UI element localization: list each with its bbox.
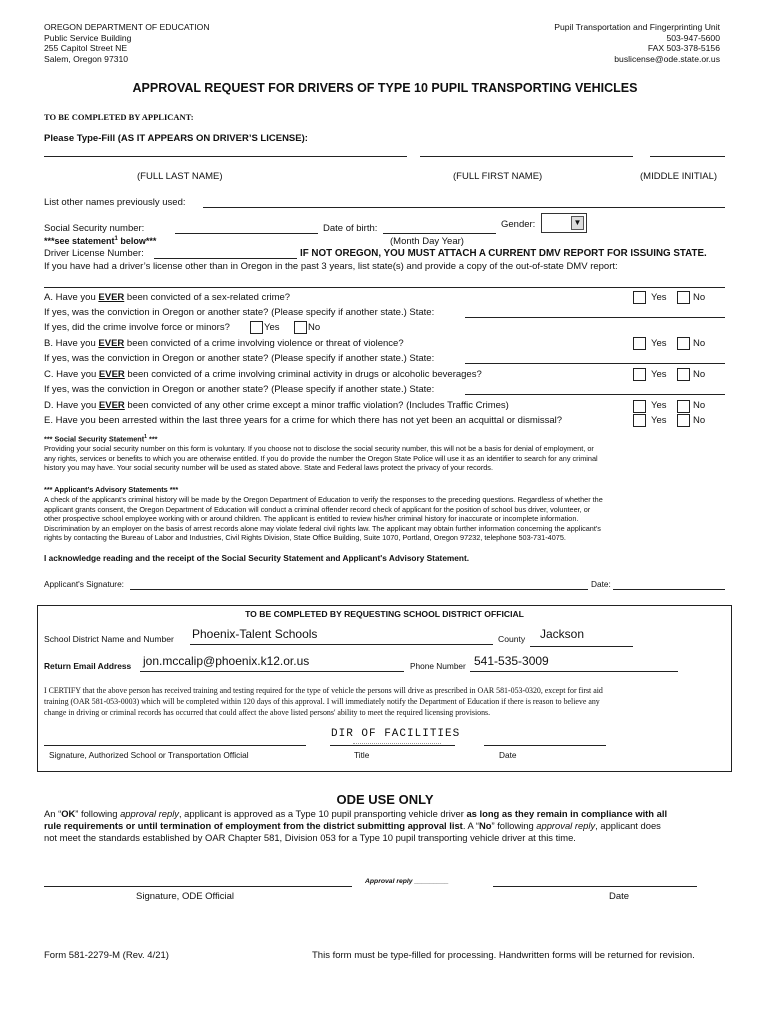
question-b: B. Have you EVER been convicted of a crime involving violence or threat of violence? [44,338,404,349]
return-email-label: Return Email Address [44,661,132,671]
ssn-field[interactable] [175,233,318,234]
advisory-line: other prospective school employee working with or around children. The applicant is entitled to review his/her criminal history for inaccurate or incomplete information. [44,514,579,524]
county-field[interactable] [530,646,633,647]
ssn-statement-note: ***see statement$^1$ below*** [44,236,157,246]
question-a-state-field[interactable] [465,317,725,318]
ssn-statement-line: Providing your social security number on this form is voluntary. If you choose not to disclose the social security number, this will not be a basis for denial of employment, or [44,444,594,453]
unit-email: buslicense@ode.state.or.us [614,53,720,64]
advisory-line: rights by contacting the Bureau of Labor and Industries, Civil Rights Division, State Office Building, Suite 1070, Portland, Oregon 97232, telephone 503-731-4075. [44,533,566,543]
other-state-instruction: If you have had a driver’s license other than in Oregon in the past 3 years, list state(s) and provide a copy of the out-of-state DMV report: [44,261,618,272]
chevron-down-icon: ▼ [571,216,584,230]
county-label: County [498,634,526,644]
question-d-no-checkbox[interactable] [677,400,690,413]
question-c-yes-checkbox[interactable] [633,368,646,381]
question-a-force-text: If yes, did the crime involve force or minors? [44,322,230,333]
question-c-no-checkbox[interactable] [677,368,690,381]
advisory-line: Discrimination by an employer on the basis of arrest records alone may violate federal civil rights law. The applicant may obtain further information concerning the applicant's [44,523,601,533]
question-e-no-checkbox[interactable] [677,414,690,427]
official-signature-label: Signature, Authorized School or Transportation Official [49,750,249,760]
certify-statement [44,685,726,718]
type-fill-instruction: Please Type-Fill (AS IT APPEARS ON DRIVER’S LICENSE): [44,133,308,144]
official-date-label: Date [499,750,517,760]
certify-line: change in driving or criminal records has occurred that could affect the above listed persons' ability to meet the required licensing provisions. [44,708,491,717]
gender-select[interactable] [541,213,587,233]
question-b-no-checkbox[interactable] [677,337,690,350]
official-date-field[interactable] [484,745,606,746]
question-d-yes-checkbox[interactable] [633,400,646,413]
official-title-label: Title [354,750,370,760]
official-title-field[interactable] [330,745,455,746]
other-state-field[interactable] [44,287,725,288]
type-fill-notice: This form must be type-filled for processing. Handwritten forms will be returned for revision. [312,950,695,961]
advisory-body [44,495,734,543]
advisory-heading: *** Applicant’s Advisory Statements *** [44,485,179,494]
phone-field[interactable] [470,671,678,672]
official-signature-field[interactable] [44,745,306,746]
form-title: APPROVAL REQUEST FOR DRIVERS OF TYPE 10 PUPIL TRANSPORTING VEHICLES [132,81,638,95]
dob-label: Date of birth: [323,223,378,234]
question-b-state-text: If yes, was the conviction in Oregon or another state? (Please specify if another state.) State: [44,353,435,364]
other-names-label: List other names previously used: [44,197,186,208]
phone-value[interactable]: 541-535-3009 [474,654,549,668]
middle-initial-field[interactable] [650,156,725,157]
ode-approval-text [44,808,734,844]
ode-approval-line: An “OK” following approval reply, applicant is approved as a Type 10 pupil pransporting vehicle driver as long as they remain in compliance with all [44,808,668,819]
dl-field[interactable] [154,258,297,259]
advisory-line: applicant grants consent, the Oregon Department of Education will conduct a criminal offender record check of applicant for the position of school bus driver, volunteer, or [44,504,591,514]
ssn-statement-heading: *** Social Security Statement$^1$ *** [44,434,158,444]
force-yes-checkbox[interactable] [250,321,263,334]
ode-signature-field[interactable] [44,886,352,887]
dl-out-of-state-note: IF NOT OREGON, YOU MUST ATTACH A CURRENT DMV REPORT FOR ISSUING STATE. [300,248,707,259]
applicant-signature-field[interactable] [130,589,588,590]
ssn-label: Social Security number: [44,223,145,234]
last-name-field[interactable] [44,156,407,157]
question-c-state-field[interactable] [465,394,725,395]
last-name-label: (FULL LAST NAME) [137,171,223,182]
dob-format: (Month Day Year) [390,236,464,247]
advisory-line: A check of the applicant’s criminal history will be made by the Oregon Department of Education to verify the responses to the preceding questions. Regardless of whether the [44,495,603,504]
unit-fax: FAX 503-378-5156 [647,43,720,53]
county-value[interactable]: Jackson [540,627,585,641]
street-address: 255 Capitol Street NE [44,43,128,53]
other-names-field[interactable] [203,207,725,208]
acknowledge-text: I acknowledge reading and the receipt of the Social Security Statement and Applicant's Advisory Statement. [44,553,470,563]
district-name-label: School District Name and Number [44,634,174,644]
question-d: D. Have you EVER been convicted of any other crime except a minor traffic violation? (Includes Traffic Crimes) [44,400,509,411]
force-yes-label: Yes [264,322,280,333]
question-d-yes-label: Yes [651,400,667,411]
ode-date-field[interactable] [493,886,697,887]
question-a-yes-label: Yes [651,292,667,303]
question-a-state-text: If yes, was the conviction in Oregon or another state? (Please specify if another state.) State: [44,307,435,318]
return-email-field[interactable] [140,671,404,672]
certify-line: training (OAR 581-053-0003) which will be completed within 120 days of this approval. I will immediately notify the Department of Education if there is reason to believe any [44,697,600,706]
question-a-no-label: No [693,292,706,303]
first-name-field[interactable] [420,156,633,157]
form-number: Form 581-2279-M (Rev. 4/21) [44,950,169,961]
question-d-no-label: No [693,400,706,411]
gender-label: Gender: [501,219,536,230]
unit-contact [554,22,720,64]
applicant-signature-label: Applicant's Signature: [44,579,124,589]
question-e-yes-checkbox[interactable] [633,414,646,427]
applicant-date-field[interactable] [613,589,725,590]
city-state-zip: Salem, Oregon 97310 [44,53,129,64]
ode-approval-line: not meet the standards established by OAR Chapter 581, Division 053 for a Type 10 pupil transporting vehicle driver at this time. [44,832,576,843]
middle-initial-label: (MIDDLE INITIAL) [640,171,718,182]
question-c-no-label: No [693,369,706,380]
applicant-section-label: TO BE COMPLETED BY APPLICANT: [44,112,194,122]
title-value[interactable]: DIR OF FACILITIES [331,728,461,740]
question-a-no-checkbox[interactable] [677,291,690,304]
ode-signature-label: Signature, ODE Official [136,891,235,902]
ode-use-heading: ODE USE ONLY [336,792,434,807]
question-b-yes-checkbox[interactable] [633,337,646,350]
ode-approval-line: rule requirements or until termination of employment from the district submitting approval list. A “No” following approval reply, applicant does [44,820,661,831]
dob-field[interactable] [383,233,496,234]
force-no-label: No [308,322,321,333]
dl-label: Driver License Number: [44,248,144,259]
district-name-value[interactable]: Phoenix-Talent Schools [192,627,318,641]
question-b-yes-label: Yes [651,338,667,349]
return-email-value[interactable]: jon.mccalip@phoenix.k12.or.us [143,654,310,668]
title-underline [353,743,441,744]
question-a-yes-checkbox[interactable] [633,291,646,304]
question-c-yes-label: Yes [651,369,667,380]
question-e-no-label: No [693,415,706,426]
applicant-date-label: Date: [591,579,611,589]
certify-line: I CERTIFY that the above person has received training and testing required for the type of vehicle the persons will drive as prescribed in OAR 581-053-0320, except for first aid [44,686,603,695]
question-b-state-field[interactable] [465,363,725,364]
question-e-yes-label: Yes [651,415,667,426]
agency-address [44,22,210,64]
unit-name: Pupil Transportation and Fingerprinting Unit [554,22,720,32]
phone-label: Phone Number [410,661,466,671]
question-b-no-label: No [693,338,706,349]
question-e: E. Have you been arrested within the last three years for a crime for which there has not yet been an acquittal or dismissal? [44,415,563,426]
ssn-statement-line: history you may have. Your social security number will be used as stated above. State and Federal laws protect the privacy of your records. [44,463,493,473]
question-c: C. Have you EVER been convicted of a crime involving criminal activity in drugs or alcoholic beverages? [44,369,482,380]
unit-phone: 503-947-5600 [666,32,720,43]
force-no-checkbox[interactable] [294,321,307,334]
district-name-field[interactable] [190,644,493,645]
ode-date-label: Date [609,891,630,902]
building-name: Public Service Building [44,32,132,43]
approval-reply-field[interactable]: Approval reply _________ [365,878,449,885]
question-c-state-text: If yes, was the conviction in Oregon or another state? (Please specify if another state.) State: [44,384,435,395]
question-a: A. Have you EVER been convicted of a sex-related crime? [44,292,291,303]
first-name-label: (FULL FIRST NAME) [453,171,543,182]
ssn-statement-body [44,444,734,473]
district-section-heading: TO BE COMPLETED BY REQUESTING SCHOOL DISTRICT OFFICIAL [245,609,524,619]
ssn-statement-line: any rights, services or benefits to which you are otherwise entitled. If you do provide the number the Oregon State Police will use it as an identifier to search for any criminal [44,453,598,463]
agency-name: OREGON DEPARTMENT OF EDUCATION [44,22,210,32]
